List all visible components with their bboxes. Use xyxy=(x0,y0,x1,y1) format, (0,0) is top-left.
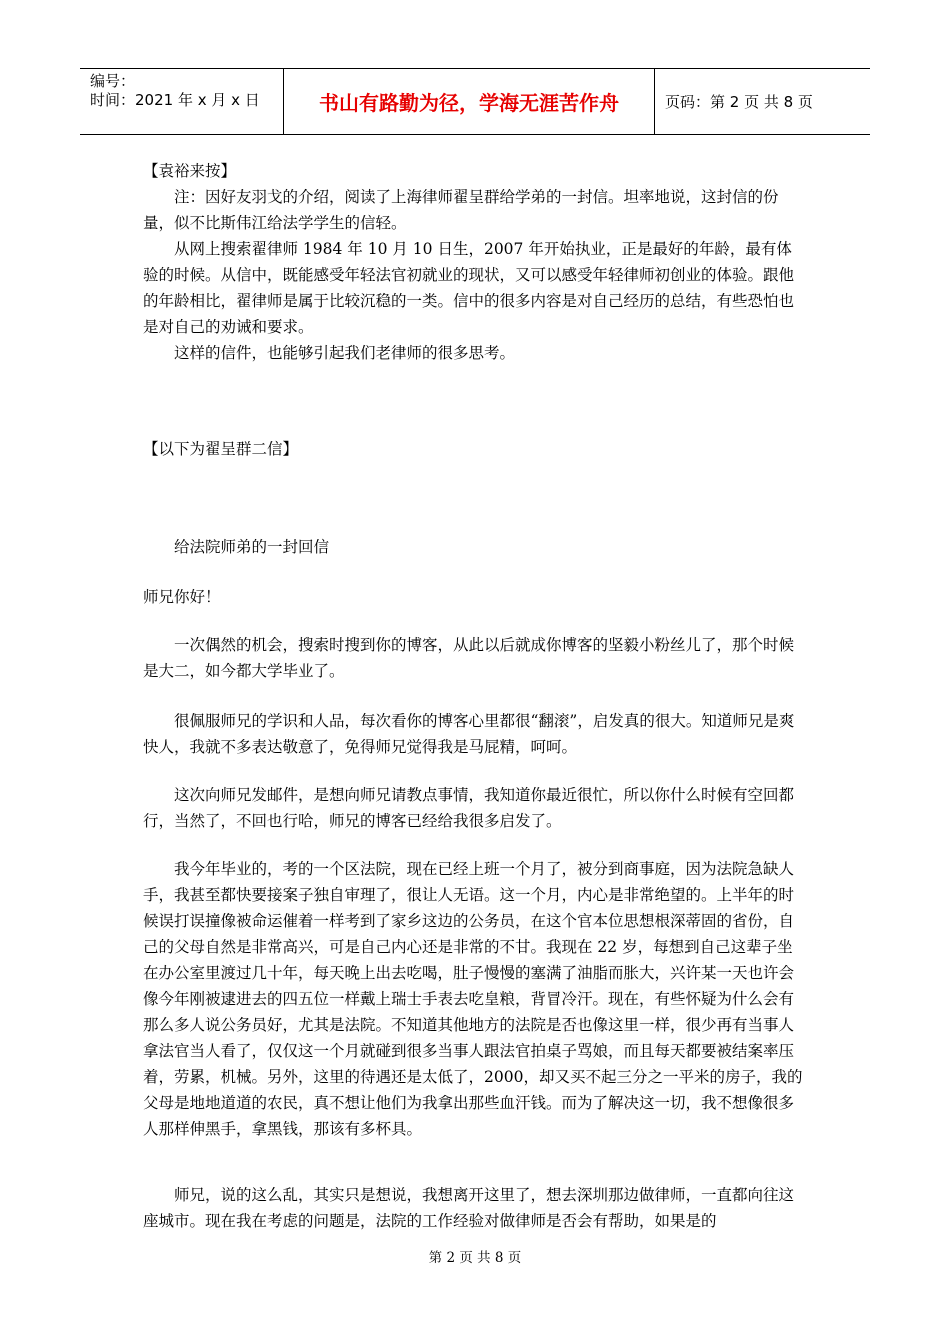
document-date-label: 时间：2021 年 x 月 x 日 xyxy=(90,91,260,109)
letter-paragraph: 一次偶然的机会，搜索时搜到你的博客，从此以后就成你博客的坚毅小粉丝儿了，那个时候是大二，如今都大学毕业了。 xyxy=(143,636,795,680)
letter-greeting: 师兄你好！ xyxy=(143,588,221,606)
letter-title: 给法院师弟的一封回信 xyxy=(174,538,330,556)
letter-paragraph: 师兄，说的这么乱，其实只是想说，我想离开这里了，想去深圳那边做律师，一直都向往这座城市。现在我在考虑的问题是，法院的工作经验对做律师是否会有帮助，如果是的 xyxy=(143,1186,795,1230)
preface-paragraph: 注：因好友羽戈的介绍，阅读了上海律师翟呈群给学弟的一封信。坦率地说，这封信的份量，似不比斯伟江给法学学生的信轻。 xyxy=(143,188,779,232)
page-header xyxy=(80,68,870,135)
letter-heading: 【以下为翟呈群二信】 xyxy=(143,440,299,458)
letter-paragraph: 我今年毕业的，考的一个区法院，现在已经上班一个月了，被分到商事庭，因为法院急缺人手，我甚至都快要接案子独自审理了，很让人无语。这一个月，内心是非常绝望的。上半年的时候误打误撞像被命运催着一样考到了家乡这边的公务员，在这个官本位思想根深蒂固的省份，自己的父母自然是非常高兴，可是自己内心还是非常的不甘。我现在 22 岁，每想到自己这辈子坐在办公室里渡过几十年，每天晚上出去吃喝，肚子慢慢的塞满了油脂而胀大，兴许某一天也许会像今年刚被逮进去的四五位一样戴上瑞士手表去吃皇粮，背冒冷汗。现在，有些怀疑为什么会有那么多人说公务员好，尤其是法院。不知道其他地方的法院是否也像这里一样，很少再有当事人拿法官当人看了，仅仅这一个月就碰到很多当事人跟法官拍桌子骂娘，而且每天都要被结案率压着，劳累，机械。另外，这里的待遇还是太低了，2000，却又买不起三分之一平米的房子，我的父母是地地道道的农民，真不想让他们为我拿出那些血汗钱。而为了解决这一切，我不想像很多人那样伸黑手，拿黑钱，那该有多杯具。 xyxy=(143,860,803,1138)
letter-paragraph: 很佩服师兄的学识和人品，每次看你的博客心里都很“翻滚”，启发真的很大。知道师兄是爽快人，我就不多表达敬意了，免得师兄觉得我是马屁精，呵呵。 xyxy=(143,712,795,756)
header-motto: 书山有路勤为径，学海无涯苦作舟 xyxy=(283,69,655,134)
letter-paragraph: 这次向师兄发邮件，是想向师兄请教点事情，我知道你最近很忙，所以你什么时候有空回都行，当然了，不回也行哈，师兄的博客已经给我很多启发了。 xyxy=(143,786,795,830)
header-page-number: 页码：第 2 页 共 8 页 xyxy=(665,93,813,111)
preface-paragraph: 这样的信件，也能够引起我们老律师的很多思考。 xyxy=(174,344,516,362)
header-meta xyxy=(80,69,283,134)
preface-heading: 【袁裕来按】 xyxy=(143,162,237,180)
document-number-label: 编号： xyxy=(90,72,136,90)
page-footer: 第 2 页 共 8 页 xyxy=(428,1250,522,1266)
preface-paragraph: 从网上搜索翟律师 1984 年 10 月 10 日生，2007 年开始执业，正是最好的年龄，最有体验的时候。从信中，既能感受年轻法官初就业的现状，又可以感受年轻律师初创业的体验。跟他的年龄相比，翟律师是属于比较沉稳的一类。信中的很多内容是对自己经历的总结，有些恐怕也是对自己的劝诫和要求。 xyxy=(143,240,795,336)
